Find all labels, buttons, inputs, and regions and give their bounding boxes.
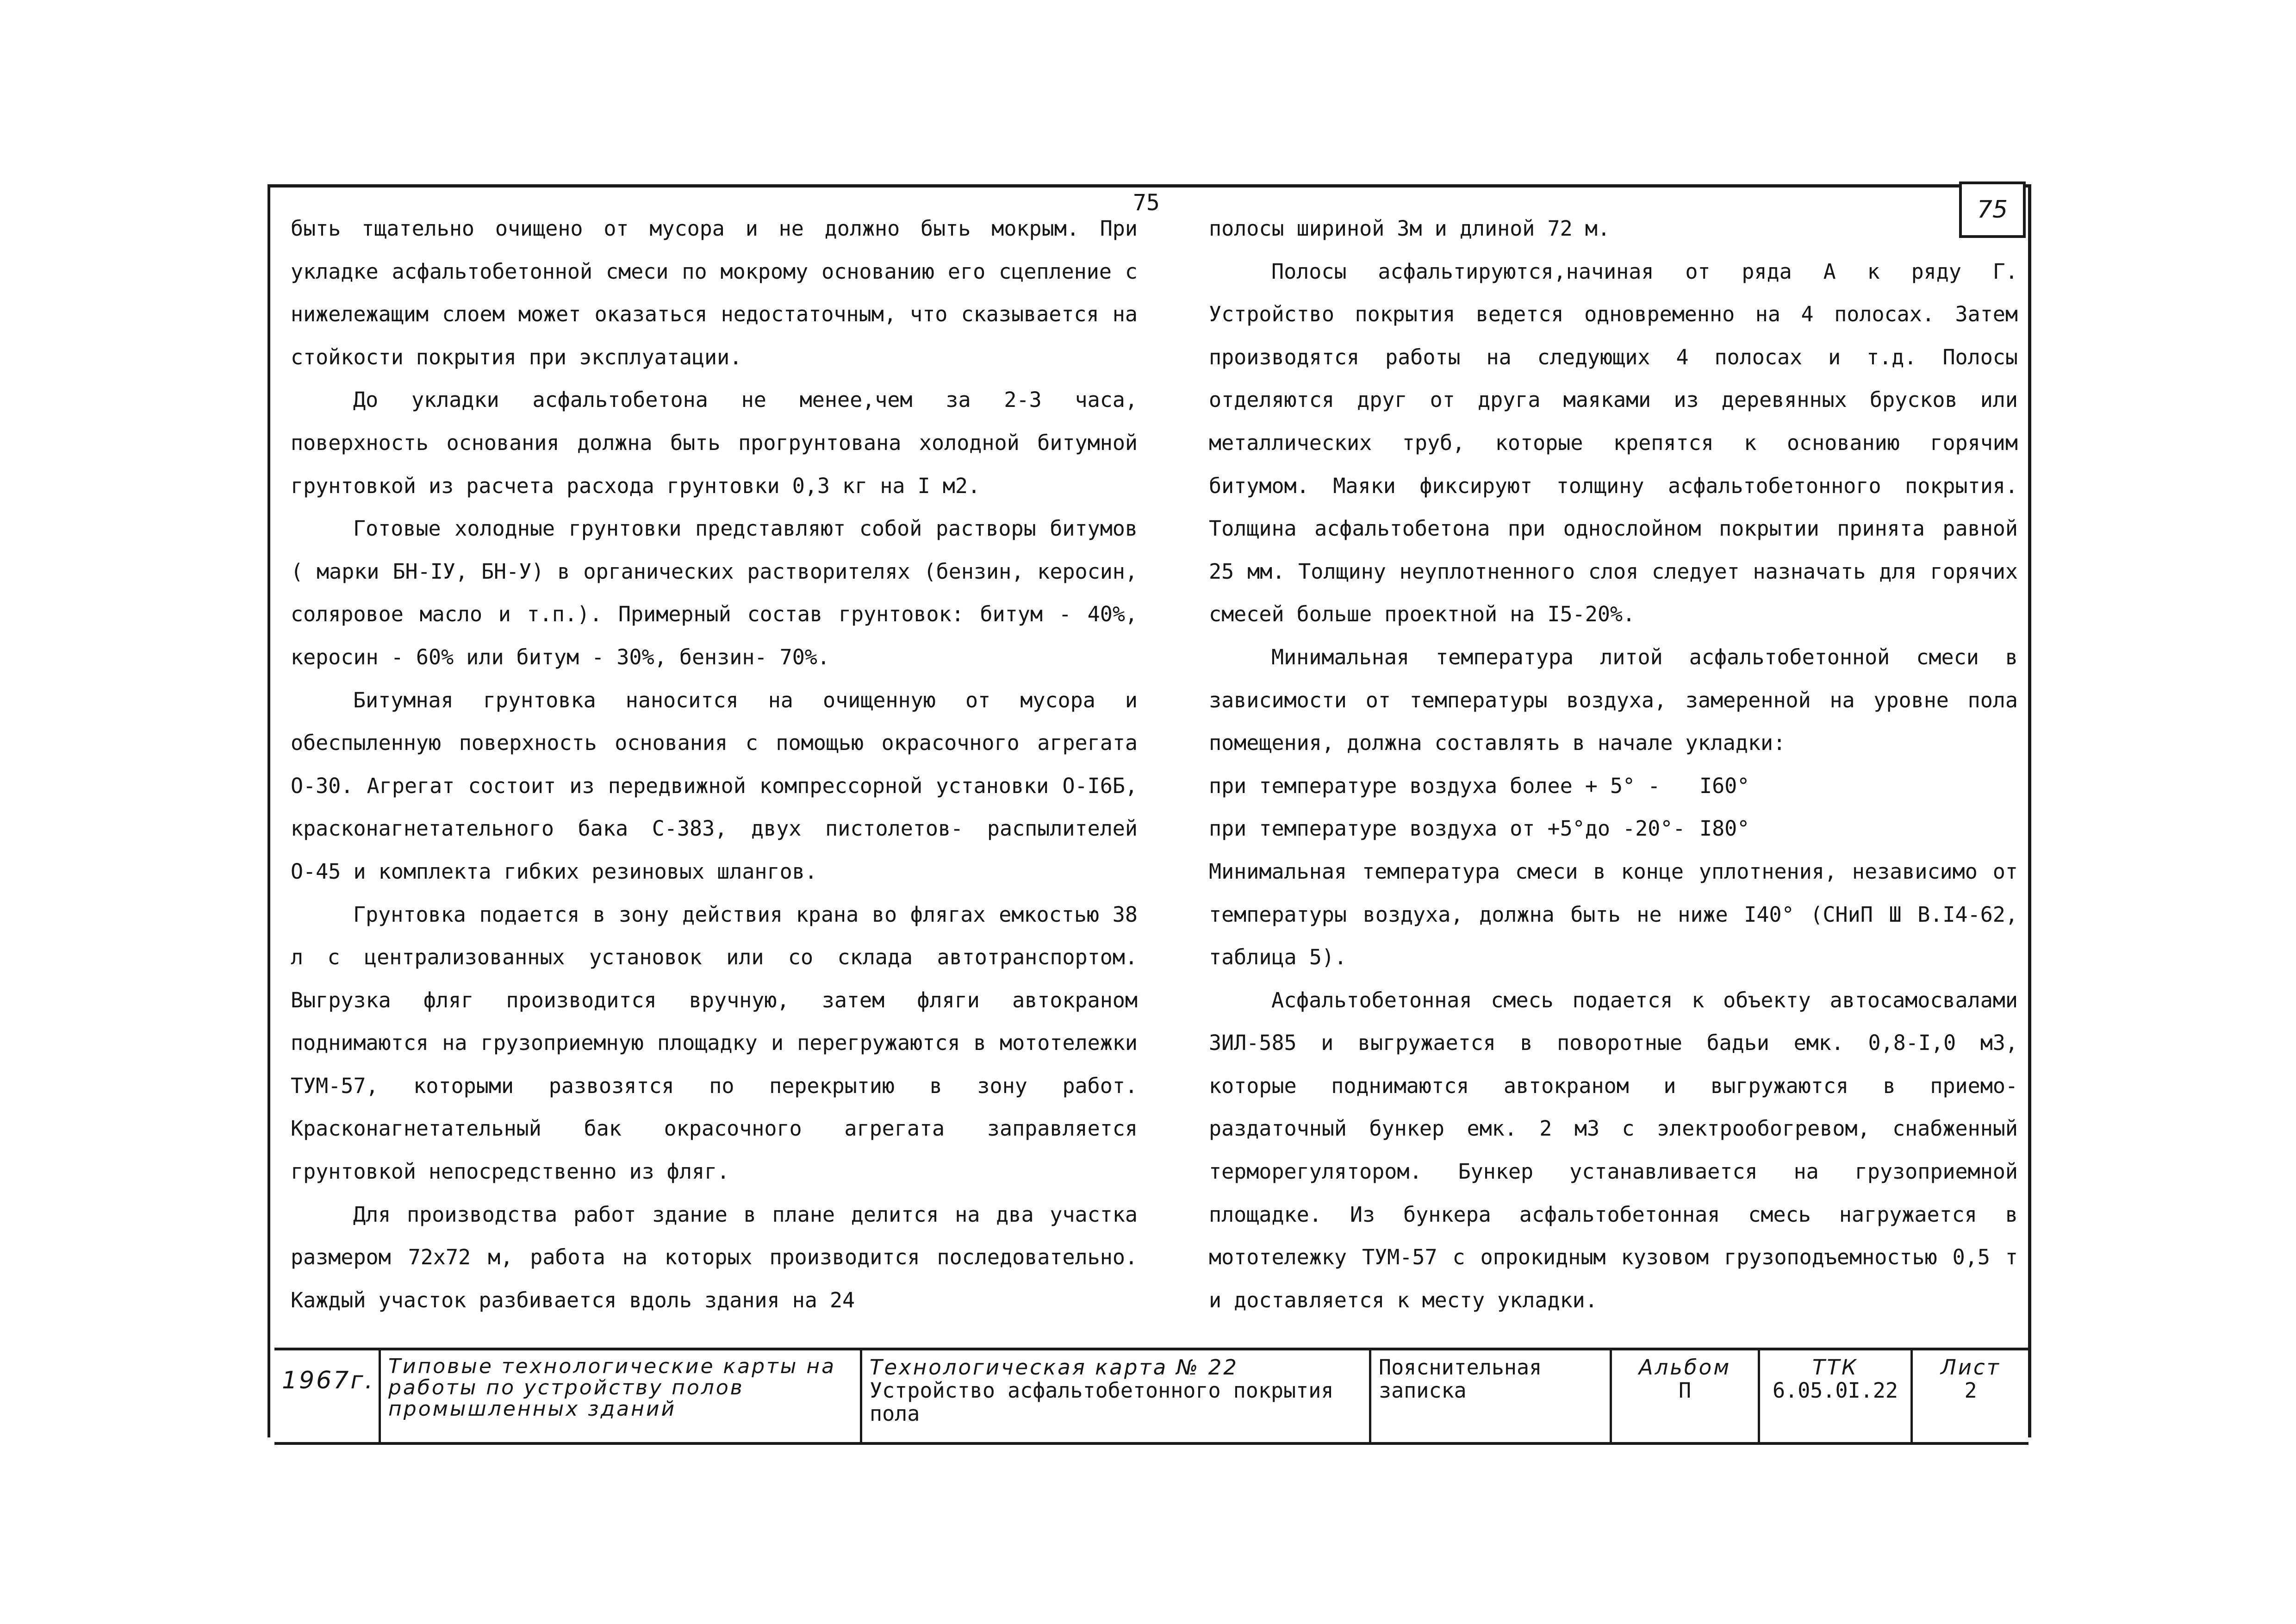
paragraph: Битумная грунтовка наносится на очищенную от мусора и обеспыленную поверхность основания с помощью окрасочного агрегата О-30. Агрегат состоит из передвижной компрессорной установки О-I6Б, красконагнетательного бака С-383, двух пистолетов- распылителей О-45 и комплекта гибких резиновых шлангов.	[291, 687, 1138, 884]
sheet-label: Лист	[1940, 1355, 2001, 1380]
year-cell: 1967г.	[274, 1350, 381, 1442]
card-subject: Устройство асфальтобетонного покрытия пола	[870, 1378, 1334, 1426]
paragraph: Грунтовка подается в зону действия крана во флягах емкостью 38 л с централизованных установок или со склада автотранспортом. Выгрузка фляг производится вручную, затем фляги автокраном поднимаются на грузоприемную площадку и перегружаются в мототележки ТУМ-57, которыми развозятся по перекрытию в зону работ. Красконагнетательный бак окрасочного агрегата заправляется грунтовкой непосредственно из фляг.	[291, 902, 1138, 1184]
album-cell	[1612, 1350, 1760, 1442]
card-heading: Технологическая карта № 22	[870, 1355, 1238, 1380]
sheet-value: 2	[1964, 1378, 1977, 1403]
temp-condition: при температуре воздуха от +5°до -20°-	[1209, 816, 1686, 841]
paragraph: Для производства работ здание в плане делится на два участка размером 72х72 м, работа на которых производится последовательно. Каждый участок разбивается вдоль здания на 24	[291, 1202, 1138, 1312]
paragraph: полосы шириной 3м и длиной 72 м.	[1209, 216, 1610, 241]
paragraph: Асфальтобетонная смесь подается к объекту автосамосвалами ЗИЛ-585 и выгружается в поворотные бадьи емк. 0,8-I,0 м3, которые поднимаются автокраном и выгружаются в приемо-раздаточный бункер емк. 2 м3 с электрообогревом, снабженный терморегулятором. Бункер устанавливается на грузоприемной площадке. Из бункера асфальтобетонная смесь нагружается в мототележку ТУМ-57 с опрокидным кузовом грузоподъемностью 0,5 т и доставляется к месту укладки.	[1209, 987, 2018, 1312]
paragraph: быть тщательно очищено от мусора и не должно быть мокрым. При укладке асфальтобетонной смеси по мокрому основанию его сцепление с нижележащим слоем может оказаться недостаточным, что сказывается на стойкости покрытия при эксплуатации.	[291, 216, 1138, 369]
ttk-label: ТТК	[1812, 1355, 1858, 1380]
paragraph: До укладки асфальтобетона не менее,чем за 2-3 часа, поверхность основания должна быть прогрунтована холодной битумной грунтовкой из расчета расхода грунтовки 0,3 кг на I м2.	[291, 387, 1138, 498]
sheet-cell	[1913, 1350, 2028, 1442]
ttk-cell	[1760, 1350, 1913, 1442]
temp-value: I60°	[1699, 773, 1750, 798]
temp-row	[1209, 807, 2018, 850]
paragraph: Готовые холодные грунтовки представляют собой растворы битумов ( марки БН-IУ, БН-У) в органических растворителях (бензин, керосин, соляровое масло и т.п.). Примерный состав грунтовок: битум - 40%, керосин - 60% или битум - 30%, бензин- 70%.	[291, 516, 1138, 669]
page-number: 75	[1133, 190, 1160, 216]
ttk-value: 6.05.0I.22	[1773, 1378, 1898, 1403]
paragraph: Минимальная температура литой асфальтобетонной смеси в зависимости от температуры воздуха, замеренной на уровне пола помещения, должна составлять в начале укладки:	[1209, 644, 2018, 756]
temp-row	[1209, 765, 2018, 808]
temp-value: I80°	[1699, 816, 1750, 841]
album-label: Альбом	[1638, 1355, 1731, 1380]
left-column	[291, 207, 1138, 1322]
temp-condition: при температуре воздуха более + 5° -	[1209, 773, 1661, 798]
card-cell	[862, 1350, 1371, 1442]
album-value: П	[1678, 1378, 1692, 1403]
doc-type-cell: Пояснительная записка	[1371, 1350, 1612, 1442]
title-block	[274, 1348, 2028, 1445]
right-column	[1209, 207, 2018, 1322]
sheet-stamp: 75	[1959, 181, 2026, 238]
paragraph: Минимальная температура смеси в конце уплотнения, независимо от температуры воздуха, должна быть не ниже I40° (СНиП Ш В.I4-62, таблица 5).	[1209, 859, 2018, 970]
series-title-cell: Типовые технологические карты на работы по устройству полов промышленных зданий	[381, 1350, 862, 1442]
paragraph: Полосы асфальтируются,начиная от ряда А к ряду Г. Устройство покрытия ведется одновременно на 4 полосах. Затем производятся работы на следующих 4 полосах и т.д. Полосы отделяются друг от друга маяками из деревянных брусков или металлических труб, которые крепятся к основанию горячим битумом. Маяки фиксируют толщину асфальтобетонного покрытия. Толщина асфальтобетона при однослойном покрытии принята равной 25 мм. Толщину неуплотненного слоя следует назначать для горячих смесей больше проектной на I5-20%.	[1209, 259, 2018, 627]
